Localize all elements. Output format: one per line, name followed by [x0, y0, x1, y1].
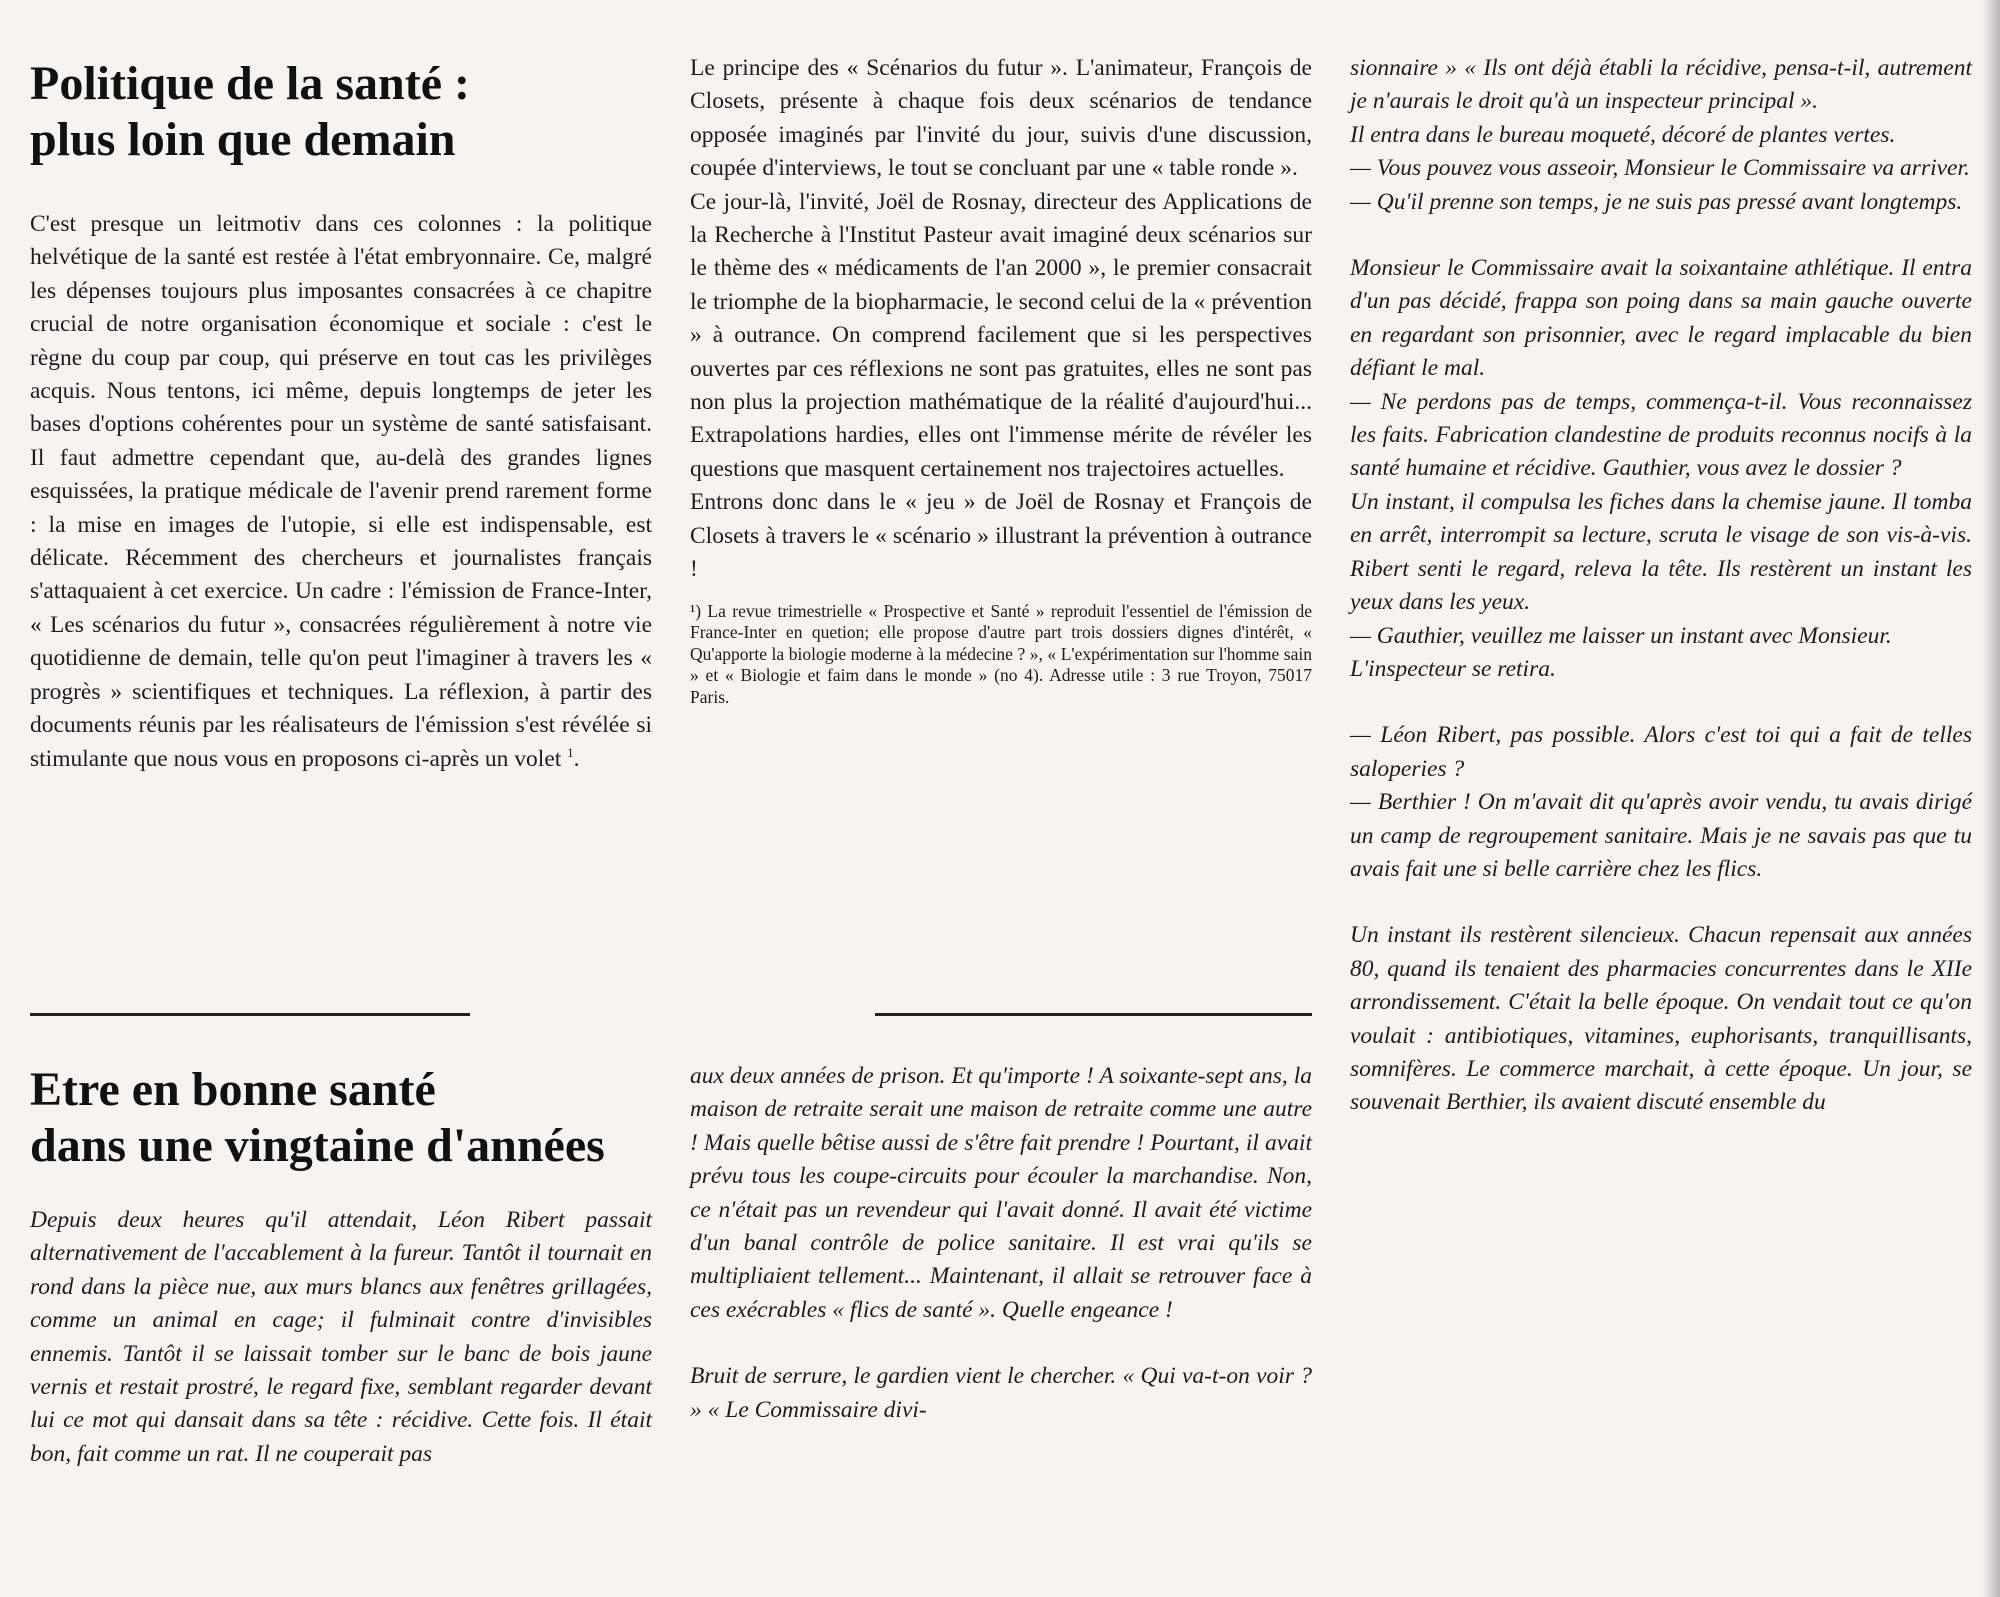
article1-title-line2: plus loin que demain — [30, 113, 456, 166]
article1-intro-text: C'est presque un leitmotiv dans ces colonnes : la politique helvétique de la santé est restée à l'état embryonnaire. Ce, malgré les dépenses toujours plus imposantes consacrées à ce chapitre crucial de notre organisation économique et sociale : c'est le règne du coup par coup, qui préserve en tout cas les privilèges acquis. Nous tentons, ici même, depuis longtemps de jeter les bases d'options cohérentes pour un système de santé satisfaisant. Il faut admettre cependant que, au-delà des grandes lignes esquissées, la pratique médicale de l'avenir prend rarement forme : la mise en images de l'utopie, si elle est indispensable, est délicate. Récemment des chercheurs et journalistes français s'attaquaient à cet exercice. Un cadre : l'émission de France-Inter, « Les scénarios du futur », consacrées régulièrement à notre vie quotidienne de demain, telle qu'on peut l'imaginer à travers les « progrès » scientifiques et techniques. La réflexion, à partir des documents réunis par les réalisateurs de l'émission s'est révélée si stimulante que nous vous en proposons ci-après un volet — [30, 211, 652, 772]
section-divider-left — [30, 1013, 470, 1016]
article2-col3-paragraph-11: — Berthier ! On m'avait dit qu'après avoir vendu, tu avais dirigé un camp de regroupement sanitaire. Mais je ne savais pas que tu avais fait une si belle carrière chez les flics. — [1350, 789, 1972, 882]
article1-intro-end: . — [573, 745, 580, 772]
article2-column-1 — [30, 1062, 652, 1471]
article2-title-line2: dans une vingtaine d'années — [30, 1119, 605, 1172]
article1-title-line1: Politique de la santé : — [30, 57, 470, 110]
article2-col1-paragraph-1: Depuis deux heures qu'il attendait, Léon Ribert passait alternativement de l'accablement à la fureur. Tantôt il tournait en rond dans la pièce nue, aux murs blancs aux fenêtres grillagées, comme un animal en cage; il fulminait contre d'invisibles ennemis. Tantôt il se laissait tomber sur le banc de bois jaune vernis et restait prostré, le regard fixe, semblant regarder devant lui ce mot qui dansait dans sa tête : récidive. Cette fois. Il était bon, fait comme un rat. Il ne couperait pas — [30, 1207, 652, 1467]
article1-title — [30, 56, 652, 168]
article2-col3-paragraph-6: — Ne perdons pas de temps, commença-t-il. Vous reconnaissez les faits. Fabrication clandestine de produits reconnus nocifs à la santé humaine et récidive. Gauthier, vous avez le dossier ? — [1350, 388, 1972, 482]
article1-intro — [30, 208, 652, 776]
article2-col3-paragraph-9: L'inspecteur se retira. — [1350, 655, 1556, 682]
article2-col3-paragraph-5: Monsieur le Commissaire avait la soixantaine athlétique. Il entra d'un pas décidé, frappa son poing dans sa main gauche ouverte en regardant son prisonnier, avec le regard implacable du bien défiant le mal. — [1350, 255, 1972, 382]
article2-column-2 — [690, 1060, 1312, 1427]
article1-footnote: ¹) La revue trimestrielle « Prospective et Santé » reproduit l'essentiel de l'émission de France-Inter en quetion; elle propose d'autre part trois dossiers dignes d'intérêt, « Qu'apporte la biologie moderne à la médecine ? », « L'expérimentation sur l'homme sain » et « Biologie et faim dans le monde » (no 4). Adresse utile : 3 rue Troyon, 75017 Paris. — [690, 600, 1312, 707]
article2-col3-paragraph-1: sionnaire » « Ils ont déjà établi la récidive, pensa-t-il, autrement je n'aurais le droit qu'à un inspecteur principal ». — [1350, 55, 1972, 115]
article2-column-3 — [1350, 52, 1972, 1120]
article2-title-line1: Etre en bonne santé — [30, 1063, 436, 1116]
article1-col2-paragraph-1: Le principe des « Scénarios du futur ». L'animateur, François de Closets, présente à chaque fois deux scénarios de tendance opposée imaginés par l'invité du jour, suivis d'une discussion, coupée d'interviews, le tout se concluant par une « table ronde ». — [690, 55, 1312, 182]
article1-col2-paragraph-2: Ce jour-là, l'invité, Joël de Rosnay, directeur des Applications de la Recherche à l'Institut Pasteur avait imaginé deux scénarios sur le thème des « médicaments de l'an 2000 », le premier consacrait le triomphe de la biopharmacie, le second celui de la « prévention » à outrance. On comprend facilement que si les perspectives ouvertes par ces réflexions ne sont pas gratuites, elles ne sont pas non plus la projection mathématique de la réalité d'aujourd'hui... Extrapolations hardies, elles ont l'immense mérite de révéler les questions que masquent certainement nos trajectoires actuelles. — [690, 188, 1312, 482]
article2-col3-paragraph-2: Il entra dans le bureau moqueté, décoré de plantes vertes. — [1350, 121, 1896, 148]
article2-col3-paragraph-7: Un instant, il compulsa les fiches dans la chemise jaune. Il tomba en arrêt, interrompit sa lecture, scruta le visage de son vis-à-vis. Ribert senti le regard, releva la tête. Ils restèrent un instant les yeux dans les yeux. — [1350, 488, 1972, 616]
section-divider-right — [875, 1013, 1312, 1016]
article2-col3-paragraph-8: — Gauthier, veuillez me laisser un instant avec Monsieur. — [1350, 622, 1892, 649]
article1-column-2 — [690, 52, 1312, 708]
article2-col3-paragraph-10: — Léon Ribert, pas possible. Alors c'est toi qui a fait de telles saloperies ? — [1350, 722, 1972, 782]
article2-title — [30, 1062, 652, 1174]
article1-column-1 — [30, 56, 652, 776]
article2-col3-paragraph-4: — Qu'il prenne son temps, je ne suis pas pressé avant longtemps. — [1350, 188, 1963, 215]
article2-col2-paragraph-2: Bruit de serrure, le gardien vient le chercher. « Qui va-t-on voir ? » « Le Commissaire divi- — [690, 1363, 1312, 1423]
page-edge-shadow — [1982, 0, 2000, 1597]
footnote-marker: 1 — [567, 744, 574, 760]
article2-col3-paragraph-3: — Vous pouvez vous asseoir, Monsieur le Commissaire va arriver. — [1350, 155, 1970, 182]
article1-col2-paragraph-3: Entrons donc dans le « jeu » de Joël de Rosnay et François de Closets à travers le « scénario » illustrant la prévention à outrance ! — [690, 489, 1312, 583]
article2-col3-paragraph-12: Un instant ils restèrent silencieux. Chacun repensait aux années 80, quand ils tenaient des pharmacies concurrentes dans le XIIe arrondissement. C'était la belle époque. On vendait tout ce qu'on voulait : antibiotiques, vitamines, euphorisants, tranquillisants, somnifères. Le commerce marchait, à cette époque. Un jour, se souvenait Berthier, ils avaient discuté ensemble du — [1350, 922, 1972, 1116]
article2-col2-paragraph-1: aux deux années de prison. Et qu'importe ! A soixante-sept ans, la maison de retraite serait une maison de retraite comme une autre ! Mais quelle bêtise aussi de s'être fait prendre ! Pourtant, il avait prévu tous les coupe-circuits pour écouler la marchandise. Non, ce n'était pas un revendeur qui l'avait donné. Il avait été victime d'un banal contrôle de police sanitaire. Il est vrai qu'ils se multipliaient tellement... Maintenant, il allait se retrouver face à ces exécrables « flics de santé ». Quelle engeance ! — [690, 1063, 1312, 1323]
